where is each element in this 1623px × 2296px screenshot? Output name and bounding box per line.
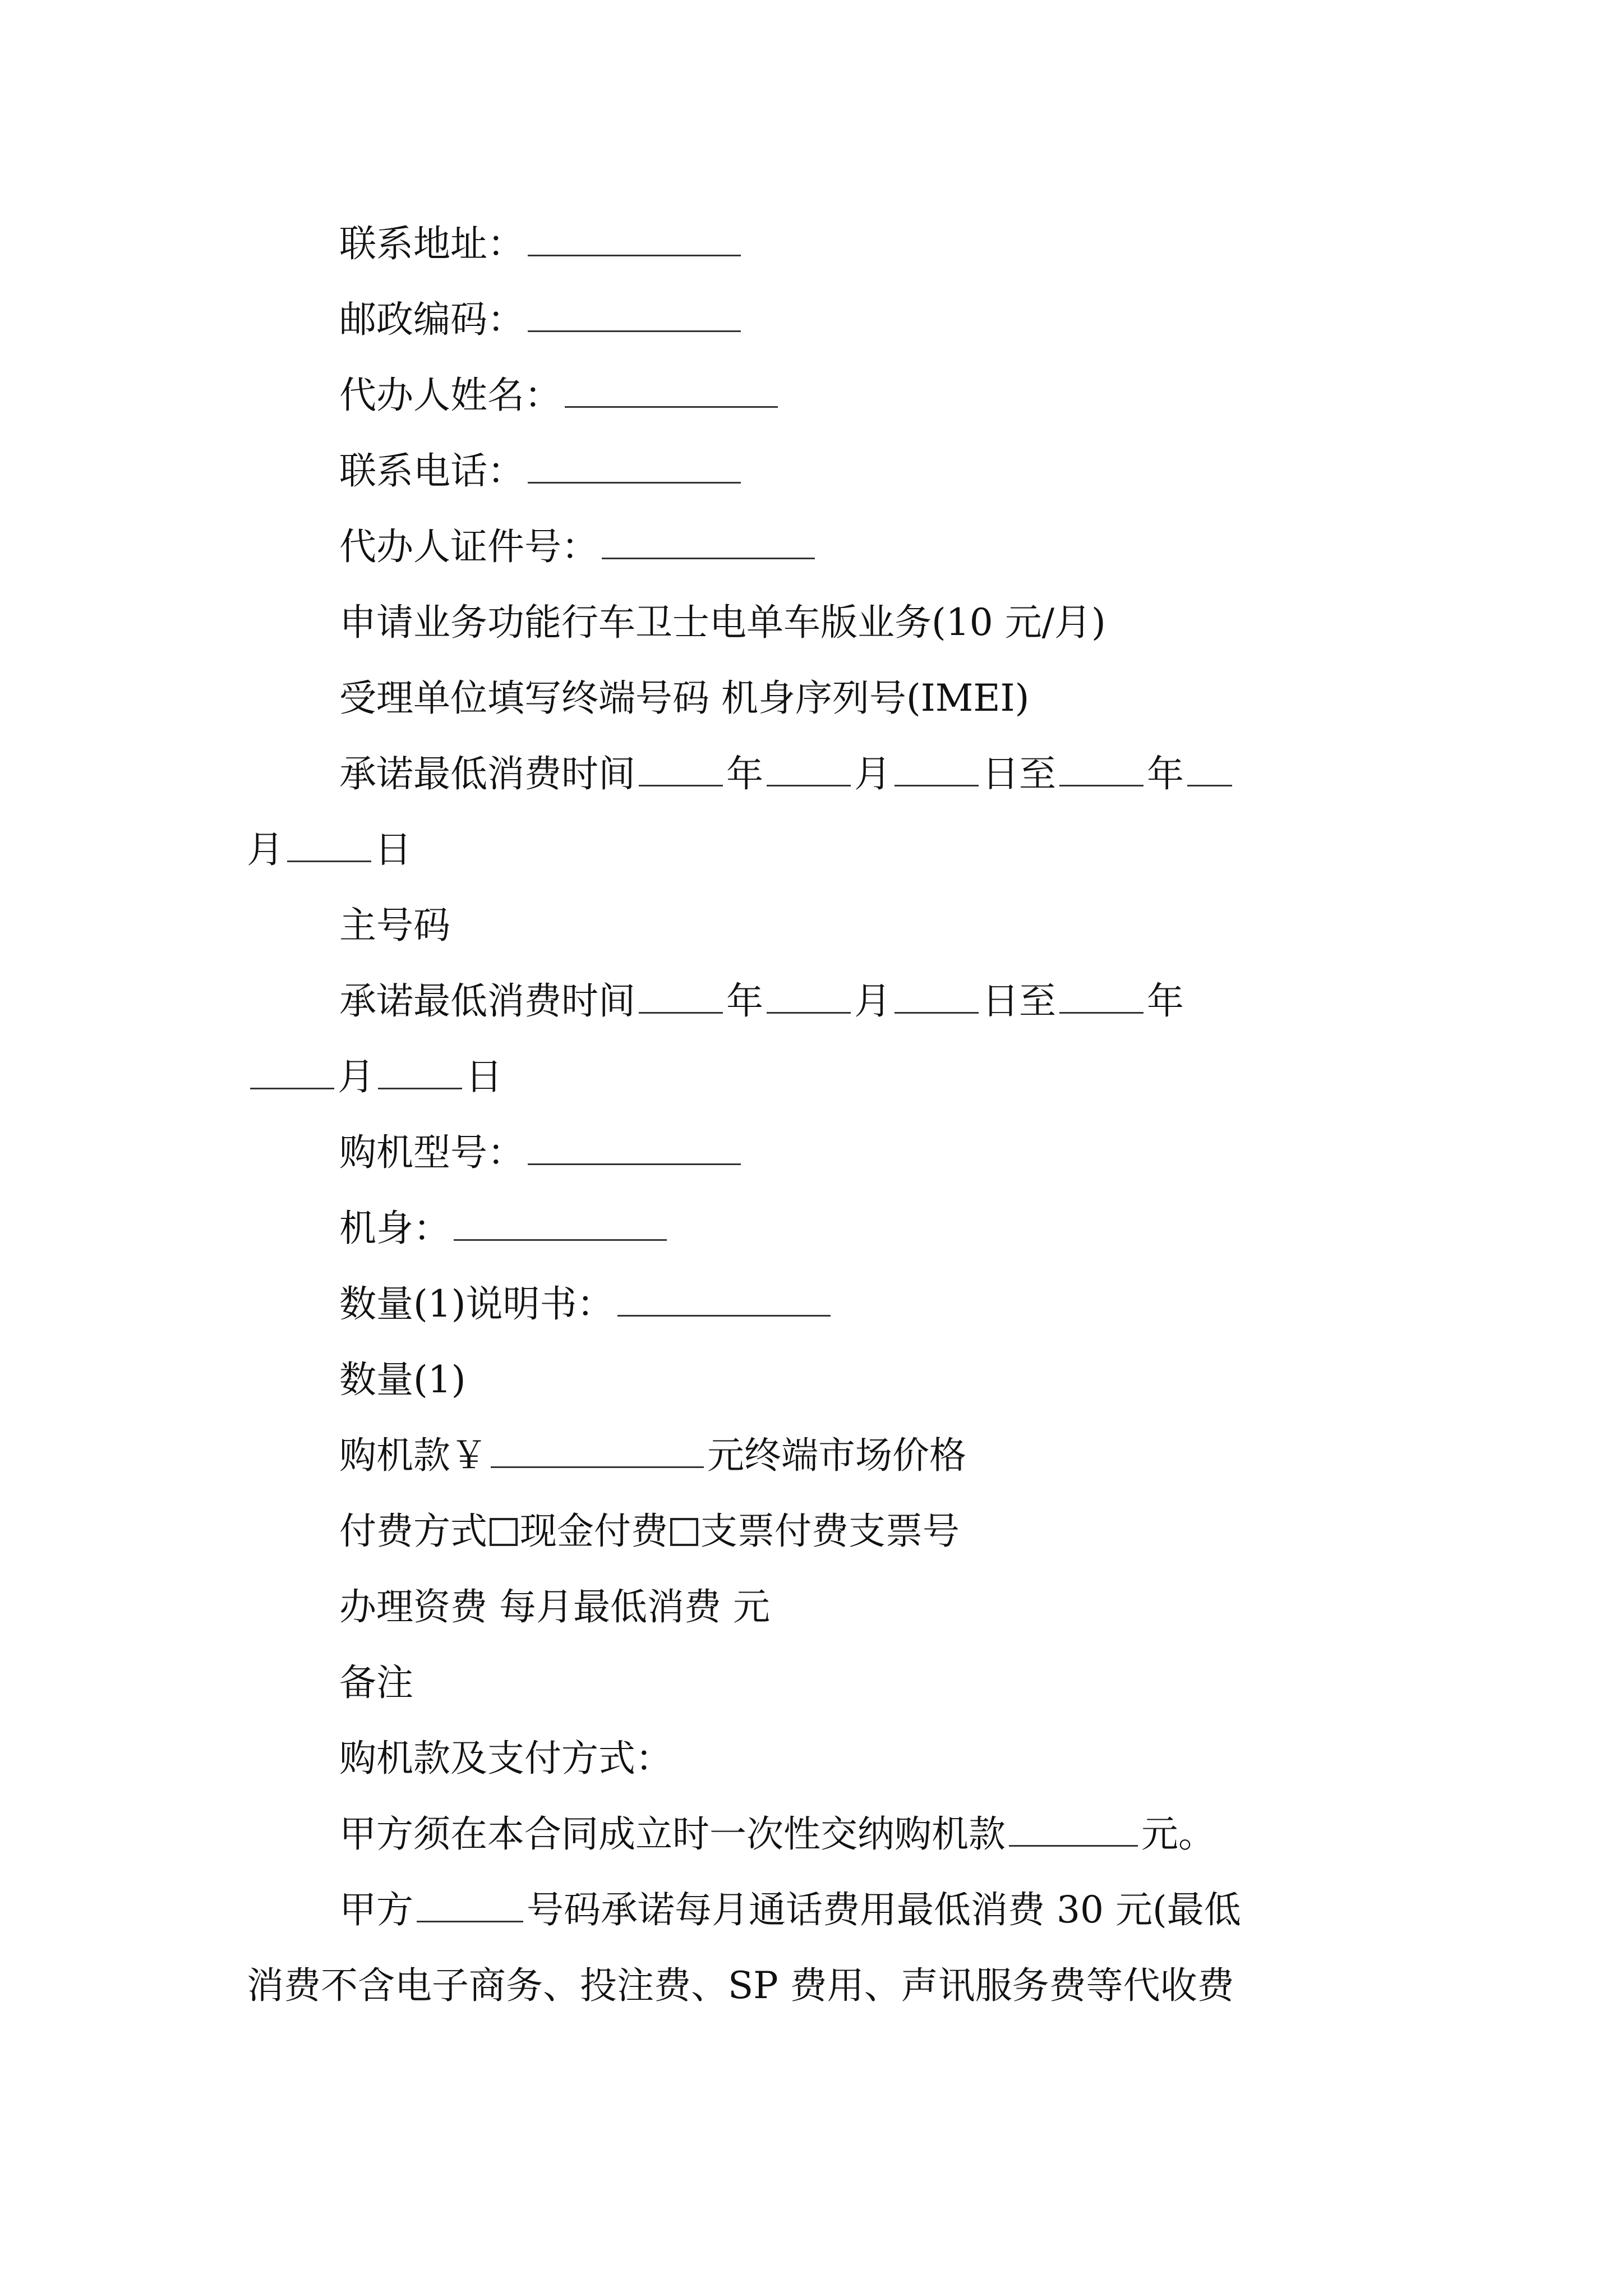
address-row: [339, 222, 1623, 266]
clause-2-cont: 消费不含电子商务、投注费、SP 费用、声讯服务费等代收费: [247, 1964, 1234, 2007]
postcode-label: 邮政编码：: [339, 298, 524, 341]
clause1-suffix: 元。: [1141, 1812, 1215, 1856]
day-blank[interactable]: [895, 762, 979, 786]
year-label-2: 年: [726, 979, 763, 1023]
phone-blank[interactable]: [528, 459, 741, 484]
month2-blank[interactable]: [1187, 762, 1232, 786]
agent-name-blank[interactable]: [565, 384, 778, 408]
year2-blank[interactable]: [1059, 762, 1144, 786]
agent-id-row: [339, 524, 1623, 569]
month2-label-2: 月: [338, 1055, 375, 1098]
day-blank-2[interactable]: [895, 990, 979, 1014]
year2-blank-2[interactable]: [1059, 990, 1144, 1014]
business-line: 申请业务功能行车卫士电单车版业务(10 元/月): [339, 601, 1106, 644]
month-blank[interactable]: [767, 762, 851, 786]
body-blank[interactable]: [454, 1217, 667, 1241]
commit-period-2: [339, 979, 1623, 1024]
year-blank[interactable]: [639, 762, 723, 786]
phone-number-blank[interactable]: [417, 1898, 523, 1922]
price-row: [339, 1433, 1623, 1478]
commit-prefix: 承诺最低消费时间: [339, 752, 635, 795]
day2-label-2: 日: [465, 1055, 502, 1098]
price-suffix: 元终端市场价格: [707, 1434, 966, 1477]
model-blank[interactable]: [528, 1141, 741, 1165]
clause-2: [339, 1888, 1623, 1932]
month-label: 月: [854, 752, 891, 795]
commit2-prefix: 承诺最低消费时间: [339, 979, 635, 1023]
payment-label: 付费方式: [339, 1510, 487, 1553]
payment-terms-title: 购机款及支付方式：: [339, 1737, 672, 1780]
address-blank[interactable]: [528, 232, 741, 256]
cheque-checkbox[interactable]: [670, 1518, 698, 1546]
phone-label: 联系电话：: [339, 449, 524, 493]
year2-label-2: 年: [1147, 979, 1184, 1023]
manual-row: [339, 1282, 1623, 1327]
manual-blank[interactable]: [617, 1292, 831, 1317]
clause1-prefix: 甲方须在本合同成立时一次性交纳购机款: [339, 1812, 1006, 1856]
cheque-label: 支票付费支票号: [700, 1510, 960, 1553]
main-number-label: 主号码: [339, 904, 450, 947]
year-label: 年: [726, 752, 763, 795]
day2-label: 日: [375, 828, 412, 871]
tariff-line: 办理资费 每月最低消费 元: [339, 1585, 770, 1628]
day-to-label: 日至: [982, 752, 1056, 795]
cash-label: 现金付费: [520, 1510, 668, 1553]
quantity-line: 数量(1): [339, 1358, 466, 1401]
commit-period-2-cont: [247, 1055, 1623, 1099]
acceptance-line: 受理单位填写终端号码 机身序列号(IMEI): [339, 677, 1030, 720]
body-row: [339, 1206, 1623, 1251]
postcode-blank[interactable]: [528, 308, 741, 332]
year2-label: 年: [1147, 752, 1184, 795]
clause-1: [339, 1812, 1623, 1857]
agent-id-label: 代办人证件号：: [339, 525, 598, 568]
price-blank[interactable]: [491, 1444, 704, 1468]
manual-label: 数量(1)说明书：: [339, 1282, 614, 1326]
month-blank-2[interactable]: [767, 990, 851, 1014]
month-label-2: 月: [854, 979, 891, 1023]
phone-row: [339, 449, 1623, 494]
clause2-prefix: 甲方: [339, 1888, 413, 1931]
payment-amount-blank[interactable]: [1009, 1823, 1138, 1847]
month2-label: 月: [247, 828, 284, 871]
model-row: [339, 1130, 1623, 1175]
address-label: 联系地址：: [339, 222, 524, 265]
price-label: 购机款￥: [339, 1434, 487, 1477]
cash-checkbox[interactable]: [490, 1518, 518, 1546]
payment-row: [339, 1509, 1623, 1554]
clause2-rest: 号码承诺每月通话费用最低消费 30 元(最低: [527, 1888, 1241, 1931]
remark-label: 备注: [339, 1661, 413, 1704]
agent-name-label: 代办人姓名：: [339, 374, 561, 417]
agent-id-blank[interactable]: [602, 535, 815, 559]
day2-blank-2[interactable]: [378, 1065, 462, 1089]
commit-period-1: [339, 752, 1623, 797]
day-to-label-2: 日至: [982, 979, 1056, 1023]
model-label: 购机型号：: [339, 1131, 524, 1174]
postcode-row: [339, 297, 1623, 342]
month2-blank-2[interactable]: [250, 1065, 334, 1089]
day2-blank[interactable]: [287, 838, 371, 862]
year-blank-2[interactable]: [639, 990, 723, 1014]
agent-name-row: [339, 373, 1623, 418]
commit-period-1-cont: [247, 827, 1623, 872]
body-label: 机身：: [339, 1207, 450, 1250]
